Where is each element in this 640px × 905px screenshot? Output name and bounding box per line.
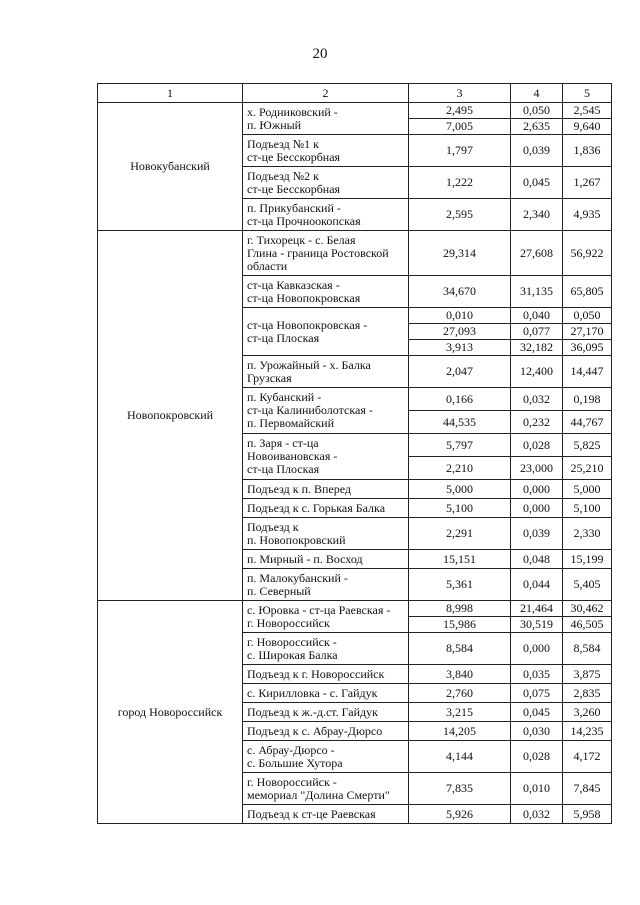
road-name-cell [243,703,409,722]
value-col-3: 15,151 [409,550,511,569]
value-col-5: 4,935 [563,199,612,231]
value-col-3: 2,291 [409,518,511,550]
value-col-3: 2,210 [409,457,511,480]
value-col-3: 4,144 [409,741,511,773]
value-col-3: 14,205 [409,722,511,741]
value-col-5: 56,922 [563,231,612,276]
column-header: 5 [563,84,612,103]
road-name-line: с. Абрау-Дюрсо - [247,742,335,757]
value-col-3: 3,215 [409,703,511,722]
road-name-line: Подъезд к ж.-д.ст. Гайдук [247,704,378,719]
value-col-5: 15,199 [563,550,612,569]
road-name-line: п. Малокубанский - [247,570,348,585]
value-col-5: 2,330 [563,518,612,550]
value-col-4: 0,048 [511,550,563,569]
value-col-5: 8,584 [563,633,612,665]
value-col-4: 0,000 [511,480,563,499]
value-col-3: 3,913 [409,340,511,356]
road-name-line: п. Мирный - п. Восход [247,551,363,566]
value-col-4: 0,039 [511,518,563,550]
road-name-line: ст-ца Плоская [247,462,320,476]
road-name-line: г. Тихорецк - с. Белая [247,232,356,247]
road-name-line: п. Урожайный - х. Балка [247,357,371,372]
road-name-cell [243,480,409,499]
road-name-line: г. Новороссийск [247,615,330,630]
value-col-4: 0,035 [511,665,563,684]
value-col-3: 0,166 [409,388,511,411]
road-name-cell [243,569,409,601]
road-name-cell [243,135,409,167]
value-col-3: 2,047 [409,356,511,388]
value-col-3: 44,535 [409,411,511,434]
value-col-5: 0,198 [563,388,612,411]
value-col-5: 1,836 [563,135,612,167]
value-col-5: 5,000 [563,480,612,499]
value-col-4: 21,464 [511,601,563,617]
value-col-5: 5,405 [563,569,612,601]
value-col-4: 2,635 [511,119,563,135]
road-name-line: с. Широкая Балка [247,647,338,662]
value-col-4: 0,032 [511,388,563,411]
road-name-line: Подъезд к г. Новороссийск [247,666,385,681]
road-name-cell [243,103,409,135]
value-col-3: 1,222 [409,167,511,199]
value-col-3: 7,005 [409,119,511,135]
road-name-line: с. Кирилловка - с. Гайдук [247,685,378,700]
value-col-5: 36,095 [563,340,612,356]
value-col-4: 0,040 [511,308,563,324]
value-col-5: 14,235 [563,722,612,741]
value-col-5: 65,805 [563,276,612,308]
road-name-line: п. Южный [247,117,302,132]
road-name-line: п. Прикубанский - [247,200,341,215]
value-col-4: 27,608 [511,231,563,276]
road-name-line: ст-ца Плоская [247,330,320,345]
column-header: 1 [98,84,243,103]
value-col-4: 0,039 [511,135,563,167]
table-row [98,231,612,276]
road-name-line: п. Заря - ст-ца [247,436,319,450]
table-row [98,601,612,617]
district-cell: Новокубанский [98,103,243,231]
value-col-5: 7,845 [563,773,612,805]
value-col-4: 23,000 [511,457,563,480]
road-name-line: Подъезд к [247,519,299,534]
value-col-4: 0,075 [511,684,563,703]
value-col-5: 9,640 [563,119,612,135]
value-col-3: 7,835 [409,773,511,805]
road-name-cell [243,741,409,773]
road-name-line: ст-це Бесскорбная [247,149,341,164]
value-col-3: 2,760 [409,684,511,703]
road-name-cell [243,308,409,356]
value-col-4: 0,010 [511,773,563,805]
value-col-4: 30,519 [511,617,563,633]
value-col-3: 1,797 [409,135,511,167]
district-cell: город Новороссийск [98,601,243,824]
road-name-cell [243,601,409,633]
value-col-4: 0,000 [511,633,563,665]
road-name-line: ст-ца Прочноокопская [247,213,361,228]
value-col-3: 5,797 [409,434,511,457]
road-name-line: с. Юровка - ст-ца Раевская - [247,602,391,617]
value-col-4: 0,232 [511,411,563,434]
road-name-cell [243,199,409,231]
value-col-3: 5,926 [409,805,511,824]
road-name-line: п. Новопокровский [247,532,346,547]
value-col-3: 8,998 [409,601,511,617]
road-name-cell [243,276,409,308]
value-col-5: 44,767 [563,411,612,434]
value-col-5: 5,100 [563,499,612,518]
value-col-4: 0,044 [511,569,563,601]
road-name-line: ст-ца Новопокровская - [247,317,368,332]
district-cell: Новопокровский [98,231,243,601]
page-number: 20 [312,46,328,62]
road-name-line: г. Новороссийск - [247,634,337,649]
road-name-cell [243,684,409,703]
column-header: 2 [243,84,409,103]
value-col-5: 14,447 [563,356,612,388]
road-name-cell [243,499,409,518]
value-col-3: 8,584 [409,633,511,665]
value-col-5: 1,267 [563,167,612,199]
value-col-4: 0,077 [511,324,563,340]
road-name-line: области [247,258,288,273]
value-col-4: 32,182 [511,340,563,356]
value-col-3: 2,495 [409,103,511,119]
value-col-3: 2,595 [409,199,511,231]
value-col-4: 0,028 [511,434,563,457]
road-name-line: ст-ца Новопокровская [247,290,361,305]
value-col-4: 0,030 [511,722,563,741]
value-col-4: 31,135 [511,276,563,308]
value-col-3: 29,314 [409,231,511,276]
value-col-3: 5,000 [409,480,511,499]
road-name-line: г. Новороссийск - [247,774,337,789]
value-col-5: 2,545 [563,103,612,119]
value-col-5: 0,050 [563,308,612,324]
road-name-cell [243,434,409,480]
value-col-5: 2,835 [563,684,612,703]
value-col-3: 5,100 [409,499,511,518]
value-col-5: 4,172 [563,741,612,773]
roads-table [97,83,612,824]
column-header: 3 [409,84,511,103]
road-name-cell [243,805,409,824]
road-name-line: Грузская [247,370,292,385]
header-row [98,84,612,103]
road-name-cell [243,550,409,569]
value-col-5: 46,505 [563,617,612,633]
road-name-cell [243,388,409,434]
value-col-5: 25,210 [563,457,612,480]
value-col-4: 0,000 [511,499,563,518]
road-name-cell [243,722,409,741]
value-col-3: 27,093 [409,324,511,340]
column-header: 4 [511,84,563,103]
road-name-line: Новоивановская - [247,449,338,463]
value-col-4: 0,050 [511,103,563,119]
road-name-line: мемориал "Долина Смерти" [247,787,390,802]
road-name-cell [243,167,409,199]
road-name-line: Подъезд к п. Вперед [247,481,352,496]
table-row [98,103,612,119]
value-col-5: 3,875 [563,665,612,684]
value-col-5: 30,462 [563,601,612,617]
road-name-line: с. Большие Хутора [247,755,343,770]
road-name-line: Подъезд к с. Абрау-Дюрсо [247,723,383,738]
road-name-cell [243,665,409,684]
value-col-3: 15,986 [409,617,511,633]
road-name-line: Глина - граница Ростовской [247,245,389,260]
value-col-4: 0,028 [511,741,563,773]
road-name-line: х. Родниковский - [247,104,338,119]
road-name-cell [243,773,409,805]
value-col-4: 0,032 [511,805,563,824]
value-col-5: 3,260 [563,703,612,722]
value-col-5: 27,170 [563,324,612,340]
road-name-cell [243,518,409,550]
value-col-4: 2,340 [511,199,563,231]
road-name-line: п. Северный [247,583,311,598]
road-name-line: Подъезд к ст-це Раевская [247,806,376,821]
value-col-4: 0,045 [511,167,563,199]
road-name-line: п. Первомайский [247,416,335,430]
road-name-line: ст-це Бесскорбная [247,181,341,196]
value-col-5: 5,958 [563,805,612,824]
value-col-4: 0,045 [511,703,563,722]
road-name-line: ст-ца Калиниболотская - [247,403,373,417]
road-name-cell [243,633,409,665]
value-col-4: 12,400 [511,356,563,388]
road-name-cell [243,231,409,276]
road-name-line: п. Кубанский - [247,390,322,404]
road-name-line: Подъезд №2 к [247,168,320,183]
value-col-5: 5,825 [563,434,612,457]
value-col-3: 34,670 [409,276,511,308]
road-name-cell [243,356,409,388]
road-name-line: Подъезд к с. Горькая Балка [247,500,386,515]
road-name-line: Подъезд №1 к [247,136,320,151]
value-col-3: 3,840 [409,665,511,684]
value-col-3: 0,010 [409,308,511,324]
value-col-3: 5,361 [409,569,511,601]
road-name-line: ст-ца Кавказская - [247,277,340,292]
